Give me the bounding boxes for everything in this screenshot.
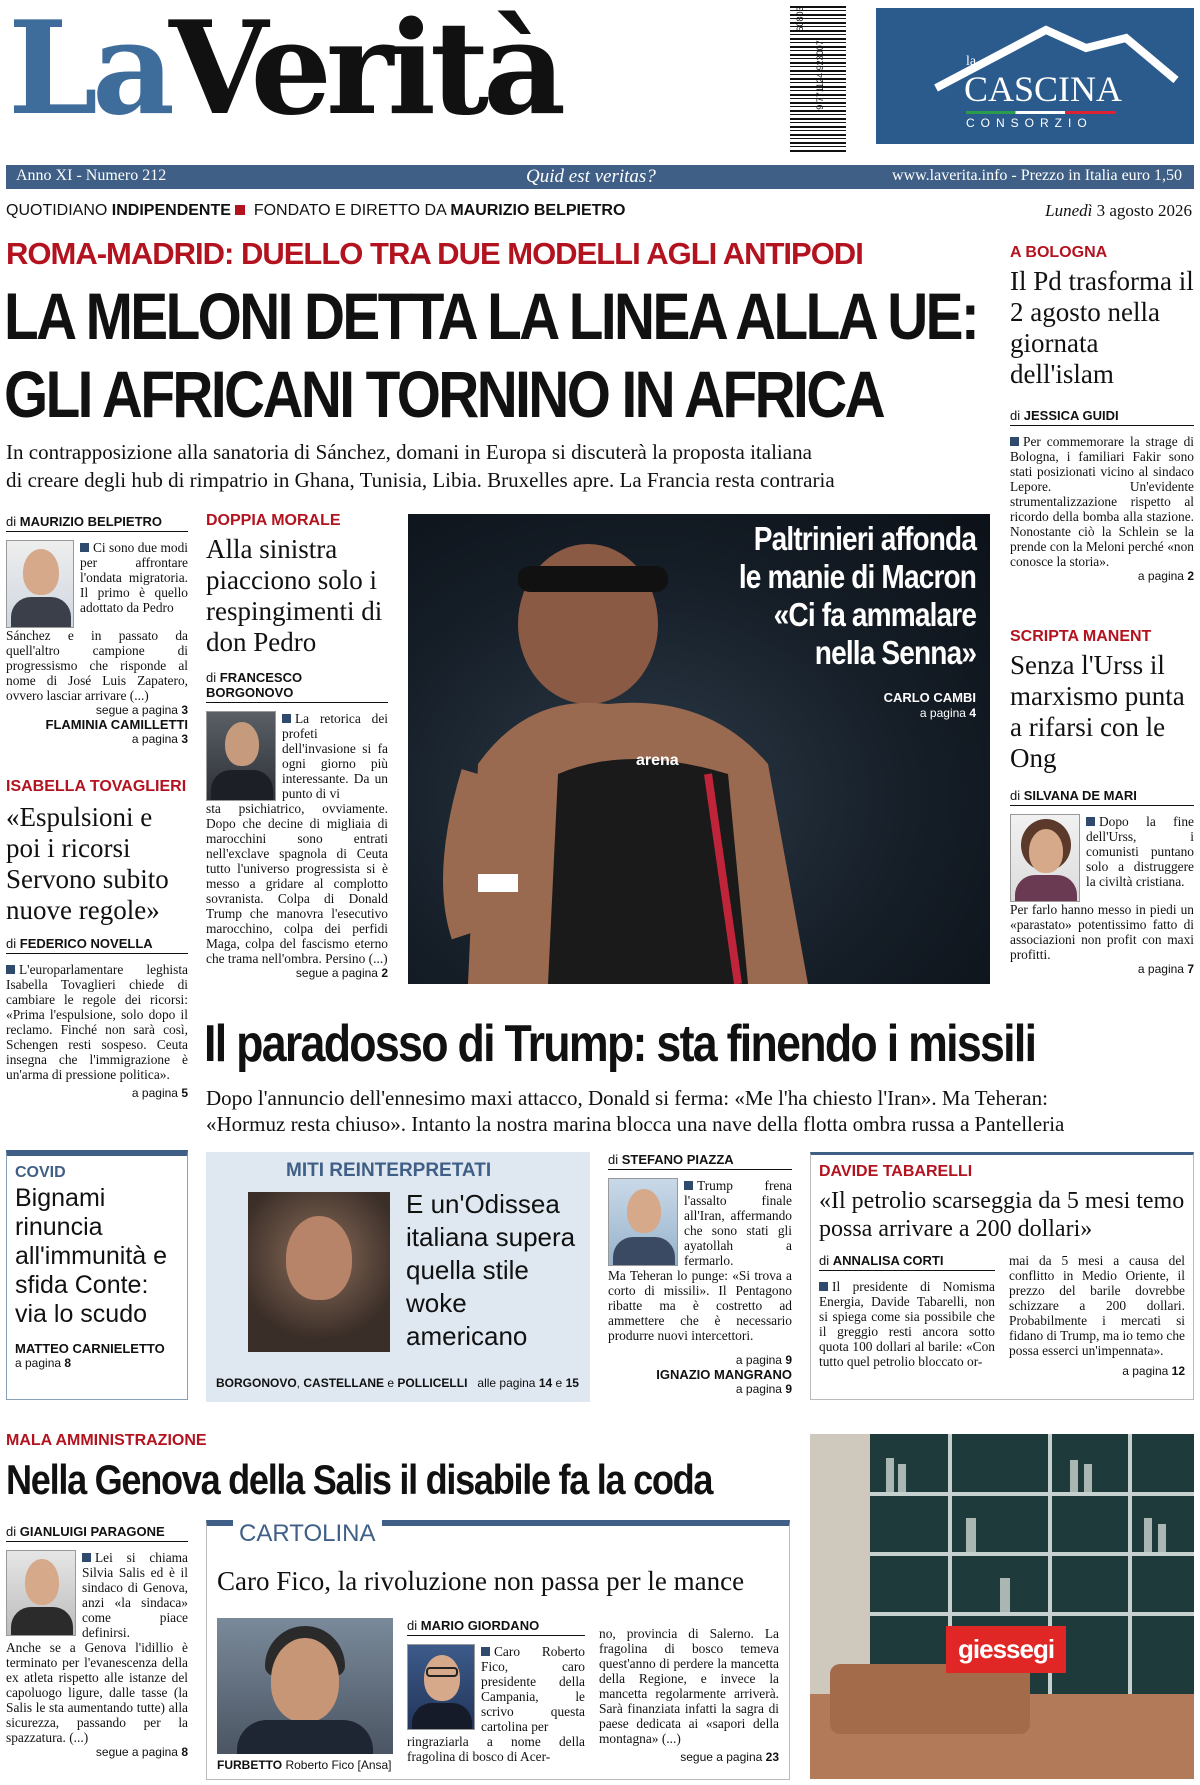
piazza-ref2[interactable]: a pagina 9	[735, 1382, 792, 1396]
author-photo-piazza	[608, 1178, 678, 1266]
square-icon	[481, 1647, 490, 1656]
author-photo-belpietro	[6, 540, 74, 628]
scripta-headline[interactable]: Senza l'Urss il marxismo punta a rifarsi con le Ong	[1010, 650, 1185, 773]
doppia-text: sta psichiatrico, ovviamente. Dopo che decine di migliaia di marocchini sono entrati nell'exclave spagnola di Ceuta tutto l'universo progressista si è messo a gridare al complotto sovranista. Colpa di Donald Trump che manovra l'esecutivo marocchino, colpa dei perfidi Maga, colpa del fascismo eterno che trama nell'ombra. Persino (...)	[206, 801, 388, 966]
cartolina-label: CARTOLINA	[233, 1520, 382, 1548]
tagline-pre: QUOTIDIANO	[6, 202, 108, 219]
miti-authors: BORGONOVO, CASTELLANE e POLLICELLI alle pagina 14 e 15	[216, 1376, 579, 1390]
bologna-author[interactable]: JESSICA GUIDI	[1023, 408, 1119, 423]
tovaglieri-kicker: ISABELLA TOVAGLIERI	[6, 778, 187, 795]
trump-summary-2: «Hormuz resta chiuso». Intanto la nostra marina blocca una nave della flotta ombra russa a Pantelleria	[206, 1112, 1065, 1136]
editorial-di: di	[6, 514, 17, 529]
info-bar	[6, 165, 1194, 189]
tabarelli-byline: di ANNALISA CORTI	[819, 1253, 995, 1271]
author-photo-demari	[1010, 814, 1080, 902]
piazza-author2[interactable]: IGNAZIO MANGRANO	[656, 1367, 792, 1382]
square-icon	[1086, 817, 1095, 826]
square-icon	[6, 965, 15, 974]
barcode-digits: 9 771124 923007	[815, 40, 825, 110]
piazza-text: Ma Teheran lo punge: «Si trova a corto di missili». Il Pentagono ribatte ma è costretto ad ammettere che è necessario produrre nuovi intercettori.	[608, 1268, 792, 1343]
covid-box[interactable]	[6, 1150, 188, 1400]
tabarelli-box	[810, 1152, 1194, 1400]
price: www.laverita.info - Prezzo in Italia euro 1,50	[892, 167, 1182, 184]
ad-cascina-flag	[966, 111, 1116, 114]
square-icon	[80, 543, 89, 552]
lead-summary-2: di creare degli hub di rimpatrio in Ghana, Tunisia, Libia. Bruxelles apre. La Francia resta contraria	[6, 468, 835, 492]
editorial-byline	[6, 514, 188, 532]
doppia-text-top: La retorica dei profeti dell'invasione si fa ogni giorno più interessante. Da un punto di vi	[282, 711, 388, 801]
bologna-kicker: A BOLOGNA	[1010, 244, 1108, 261]
editorial-text-top: Ci sono due modi per affrontare l'ondata migratoria. Il primo è quello adottato da Pedro	[80, 540, 188, 615]
ad-cascina[interactable]	[876, 8, 1194, 144]
tovaglieri-headline[interactable]: «Espulsioni e poi i ricorsi Servono subito nuove regole»	[6, 802, 169, 925]
scripta-kicker: SCRIPTA MANENT	[1010, 628, 1152, 645]
genova-headline[interactable]: Nella Genova della Salis il disabile fa la coda	[6, 1456, 713, 1503]
doppia-ref[interactable]: segue a pagina 2	[295, 966, 388, 980]
square-icon	[684, 1181, 693, 1190]
date-day: Lunedì	[1045, 201, 1093, 220]
covid-headline: Bignami rinuncia all'immunità e sfida Conte: via lo scudo	[15, 1184, 168, 1328]
bologna-article	[1010, 244, 1194, 583]
miti-box[interactable]	[206, 1152, 590, 1402]
piazza-ref[interactable]: a pagina 9	[735, 1353, 792, 1367]
logo-la: La	[8, 0, 169, 144]
tabarelli-headline[interactable]: «Il petrolio scarseggia da 5 mesi temo possa arrivare a 200 dollari»	[819, 1188, 1185, 1242]
scripta-byline: di SILVANA DE MARI	[1010, 788, 1194, 806]
miti-kicker: MITI REINTERPRETATI	[286, 1160, 492, 1181]
bologna-headline[interactable]: Il Pd trasforma il 2 agosto nella giornata dell'islam	[1010, 266, 1194, 389]
lead-headline-1[interactable]: LA MELONI DETTA LA LINEA ALLA UE:	[4, 279, 978, 353]
piazza-article	[608, 1152, 792, 1396]
piazza-text-top: Trump frena l'assalto finale all'Iran, affermando che sono stati gli ayatollah a fermarlo.	[684, 1178, 792, 1268]
piazza-author[interactable]: STEFANO PIAZZA	[621, 1152, 734, 1167]
tagline-mid: FONDATO E DIRETTO DA	[253, 202, 446, 219]
square-icon	[1010, 437, 1019, 446]
odysseus-photo	[248, 1192, 390, 1352]
bologna-byline: di JESSICA GUIDI	[1010, 408, 1194, 426]
main-photo-author[interactable]: CARLO CAMBI	[883, 690, 976, 705]
square-icon	[282, 714, 291, 723]
editorial-author2[interactable]: FLAMINIA CAMILLETTI	[45, 717, 188, 732]
genova-kicker: MALA AMMINISTRAZIONE	[6, 1432, 207, 1449]
genova-article	[6, 1524, 188, 1759]
main-photo-brand: arena	[636, 752, 679, 769]
bologna-text: Per commemorare la strage di Bologna, i familiari Fakir sono stati posizionati vicino al sindaco Lepore. Un'evidente strumentalizzazione rispetto al ricordo della bomba alla stazione. Nonostante ciò la Schlein se la prende con la Meloni perché «non conosce la storia».	[1010, 434, 1194, 569]
issue-number: Anno XI - Numero 212	[16, 167, 167, 184]
cartolina-ref[interactable]: segue a pagina 23	[680, 1750, 779, 1764]
square-icon	[819, 1282, 828, 1291]
date	[1045, 201, 1192, 221]
miti-headline: E un'Odissea italiana supera quella stile woke americano	[406, 1189, 576, 1351]
scripta-author[interactable]: SILVANA DE MARI	[1023, 788, 1137, 803]
genova-author[interactable]: GIANLUIGI PARAGONE	[19, 1524, 165, 1539]
cartolina-text-b: no, provincia di Salerno. La fragolina di bosco temeva quest'anno di perdere la mancetta della Regione, e invece la mancetta regolarmente arriverà. Sarà finanziata infatti la sagra di paese dedicata ai «sapori della montagna» (...)	[599, 1626, 779, 1746]
doppia-article	[206, 512, 388, 980]
main-photo-headline: Paltrinieri affonda le manie di Macron «Ci fa ammalare nella Senna»	[738, 520, 976, 671]
editorial-ref[interactable]: segue a pagina 3	[95, 703, 188, 717]
cartolina-text-a: ringraziarla a nome della fragolina di bosco di Acer-	[407, 1734, 585, 1764]
tagline	[6, 202, 625, 220]
covid-ref[interactable]: a pagina 8	[15, 1356, 72, 1370]
ad-giessegi[interactable]	[810, 1434, 1194, 1779]
ad-giessegi-brand: giessegi	[946, 1626, 1066, 1673]
main-photo[interactable]	[408, 514, 990, 984]
scripta-article	[1010, 628, 1194, 976]
covid-kicker: COVID	[15, 1164, 66, 1181]
cartolina-headline[interactable]: Caro Fico, la rivoluzione non passa per le mance	[217, 1566, 745, 1596]
square-icon	[235, 205, 245, 215]
ad-cascina-sub: CONSORZIO	[966, 116, 1093, 130]
genova-text-top: Lei si chiama Silvia Salis ed è il sindaco di Genova, anzi «la sindaca» come piace definirsi.	[82, 1550, 188, 1640]
editorial-author[interactable]: MAURIZIO BELPIETRO	[19, 514, 163, 529]
tovaglieri-ref[interactable]: a pagina 5	[131, 1086, 188, 1100]
ad-cascina-brand: CASCINA	[964, 69, 1123, 109]
tovaglieri-byline: di FEDERICO NOVELLA	[6, 936, 188, 954]
bologna-ref[interactable]: a pagina 2	[1137, 569, 1194, 583]
lead-summary-1: In contrapposizione alla sanatoria di Sánchez, domani in Europa si discuterà la proposta italiana	[6, 440, 812, 464]
author-photo-giordano	[407, 1644, 475, 1730]
scripta-text-top: Dopo la fine dell'Urss, i comunisti puntano solo a distruggere la civiltà cristiana.	[1086, 814, 1194, 889]
trump-summary-1: Dopo l'annuncio dell'ennesimo maxi attacco, Donald si ferma: «Me l'ha chiesto l'Iran». Ma Teheran:	[206, 1086, 1048, 1110]
author-photo-paragone	[6, 1550, 76, 1636]
tovaglieri-article	[6, 778, 188, 1100]
main-photo-ref[interactable]: a pagina 4	[919, 706, 976, 720]
masthead	[0, 0, 1200, 220]
doppia-byline: di FRANCESCO BORGONOVO	[206, 670, 388, 703]
tagline-indip: INDIPENDENTE	[111, 202, 231, 219]
genova-text: Anche se a Genova l'idillio è terminato per l'evanescenza della ex atleta rispetto alle istanze del capoluogo ligure, dalle tasse (la Salis le sta aumentando tutte) alla sicurezza, passando per la spazzatura. (...)	[6, 1640, 188, 1745]
piazza-byline: di STEFANO PIAZZA	[608, 1152, 792, 1170]
author-photo-borgonovo	[206, 711, 276, 801]
tabarelli-ref[interactable]: a pagina 12	[1122, 1364, 1185, 1378]
doppia-kicker: DOPPIA MORALE	[206, 512, 341, 529]
tabarelli-kicker: DAVIDE TABARELLI	[819, 1163, 973, 1180]
covid-author[interactable]: MATTEO CARNIELETTO	[15, 1341, 165, 1356]
cartolina-text-a-top: Caro Roberto Fico, caro presidente della Campania, le scrivo questa cartolina per	[481, 1644, 585, 1734]
tabarelli-author[interactable]: ANNALISA CORTI	[832, 1253, 944, 1268]
doppia-headline[interactable]: Alla sinistra piacciono solo i respingimenti di don Pedro	[206, 534, 383, 657]
date-value: 3 agosto 2026	[1096, 201, 1192, 220]
cartolina-box	[206, 1520, 790, 1780]
motto: Quid est veritas?	[526, 166, 656, 187]
trump-headline[interactable]: Il paradosso di Trump: sta finendo i missili	[204, 1015, 1036, 1073]
editorial-ref2[interactable]: a pagina 3	[131, 732, 188, 746]
fico-photo	[217, 1618, 393, 1754]
square-icon	[82, 1553, 91, 1562]
cartolina-author[interactable]: MARIO GIORDANO	[420, 1618, 540, 1633]
genova-byline: di GIANLUIGI PARAGONE	[6, 1524, 188, 1542]
lead-kicker: ROMA-MADRID: DUELLO TRA DUE MODELLI AGLI ANTIPODI	[6, 236, 863, 271]
editorial	[6, 514, 188, 746]
lead-headline-2[interactable]: GLI AFRICANI TORNINO IN AFRICA	[4, 357, 884, 431]
fico-caption: FURBETTO Roberto Fico [Ansa]	[217, 1758, 392, 1772]
tabarelli-text-1: Il presidente di Nomisma Energia, Davide Tabarelli, non si spiega come sia possibile che il greggio resti ancora sotto quota 100 dollari al barile: «Con tutto quel petrolio bloccato or-	[819, 1279, 995, 1369]
tagline-director: MAURIZIO BELPIETRO	[450, 202, 626, 219]
cartolina-byline: di MARIO GIORDANO	[407, 1618, 585, 1636]
tabarelli-text-2: mai da 5 mesi a causa del conflitto in Medio Oriente, il prezzo del barile dovrebbe schizzare a 200 dollari. Probabilmente i mercati si fidano di Trump, ma io temo che possa esserci un'impennata».	[1009, 1253, 1185, 1358]
ad-cascina-small: la	[966, 54, 977, 69]
scripta-ref[interactable]: a pagina 7	[1137, 962, 1194, 976]
doppia-author[interactable]: FRANCESCO BORGONOVO	[206, 670, 303, 700]
tovaglieri-text: L'europarlamentare leghista Isabella Tovaglieri chiede di cambiare le regole dei ricorsi: «Prima l'espulsione, solo dopo il reclamo. Finché non sarà così, Schengen resti sospeso. Ceuta insegna che l'immigrazione è un'arma di pressione politica».	[6, 962, 188, 1082]
bookshelf-illustration	[810, 1434, 1194, 1779]
genova-ref[interactable]: segue a pagina 8	[95, 1745, 188, 1759]
barcode-issue: 60803	[795, 6, 805, 32]
editorial-text: Sánchez e in passato da quell'altro campione di progressismo che risponde al nome di José Luis Zapatero, ovvero lasciar arrivare (...)	[6, 628, 188, 703]
scripta-text: Per farlo hanno messo in piedi un «parastato» potentissimo fatto di associazioni non profit con maxi profitti.	[1010, 902, 1194, 962]
logo[interactable]	[8, 0, 560, 144]
logo-verita: Verità	[168, 0, 561, 144]
tovaglieri-author[interactable]: FEDERICO NOVELLA	[19, 936, 153, 951]
